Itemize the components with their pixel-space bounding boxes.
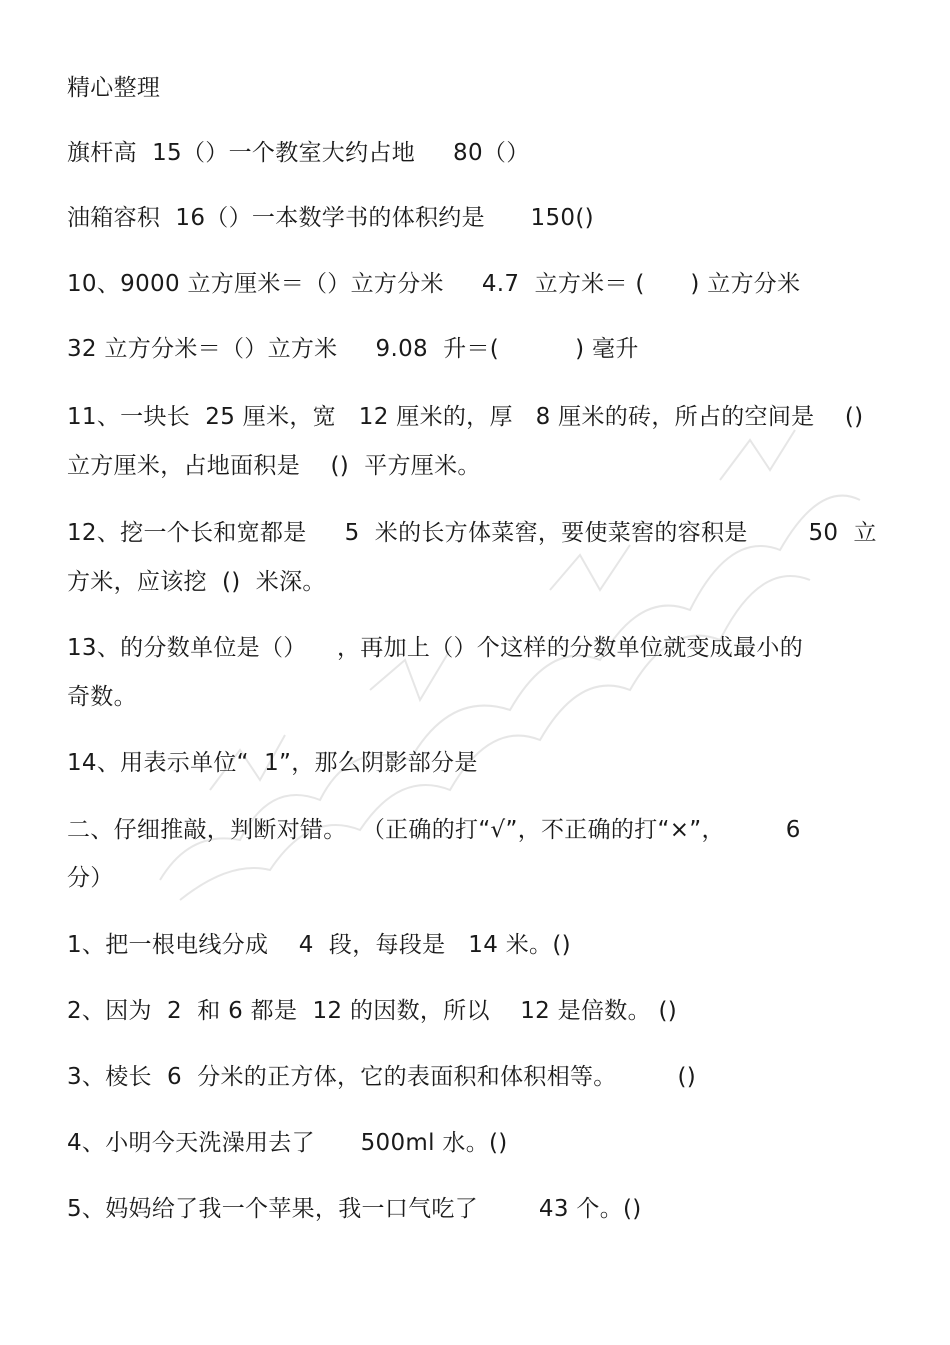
question-10-line-1: 10、9000 立方厘米＝（）立方分米 4.7 立方米＝ ( ) 立方分米 [67, 271, 801, 297]
judge-item-5: 5、妈妈给了我一个苹果，我一口气吃了 43 个。() [67, 1196, 642, 1222]
judge-item-4: 4、小明今天洗澡用去了 500ml 水。() [67, 1130, 508, 1156]
question-14-line: 14、用表示单位“ 1”，那么阴影部分是 [67, 750, 478, 776]
judge-item-3: 3、棱长 6 分米的正方体，它的表面积和体积相等。 () [67, 1064, 697, 1090]
question-line: 油箱容积 16（）一本数学书的体积约是 150() [67, 205, 594, 231]
header-title: 精心整理 [67, 75, 161, 101]
question-11-line-1: 11、一块长 25 厘米，宽 12 厘米的，厚 8 厘米的砖，所占的空间是 () [67, 404, 864, 430]
question-10-line-2: 32 立方分米＝（）立方米 9.08 升＝( ) 毫升 [67, 336, 639, 362]
section-2-heading-line-2: 分） [67, 865, 114, 891]
judge-item-1: 1、把一根电线分成 4 段，每段是 14 米。() [67, 932, 571, 958]
section-2-heading-line-1: 二、仔细推敲，判断对错。 （正确的打“√”，不正确的打“×”， 6 [67, 817, 801, 843]
question-12-line-1: 12、挖一个长和宽都是 5 米的长方体菜窖，要使菜窖的容积是 50 立 [67, 520, 877, 546]
question-13-line-1: 13、的分数单位是（） ，再加上（）个这样的分数单位就变成最小的 [67, 635, 804, 661]
judge-item-2: 2、因为 2 和 6 都是 12 的因数，所以 12 是倍数。 () [67, 998, 678, 1024]
question-12-line-2: 方米，应该挖 () 米深。 [67, 569, 326, 595]
question-13-line-2: 奇数。 [67, 684, 137, 710]
question-11-line-2: 立方厘米，占地面积是 () 平方厘米。 [67, 453, 481, 479]
question-line: 旗杆高 15（）一个教室大约占地 80（） [67, 140, 530, 166]
